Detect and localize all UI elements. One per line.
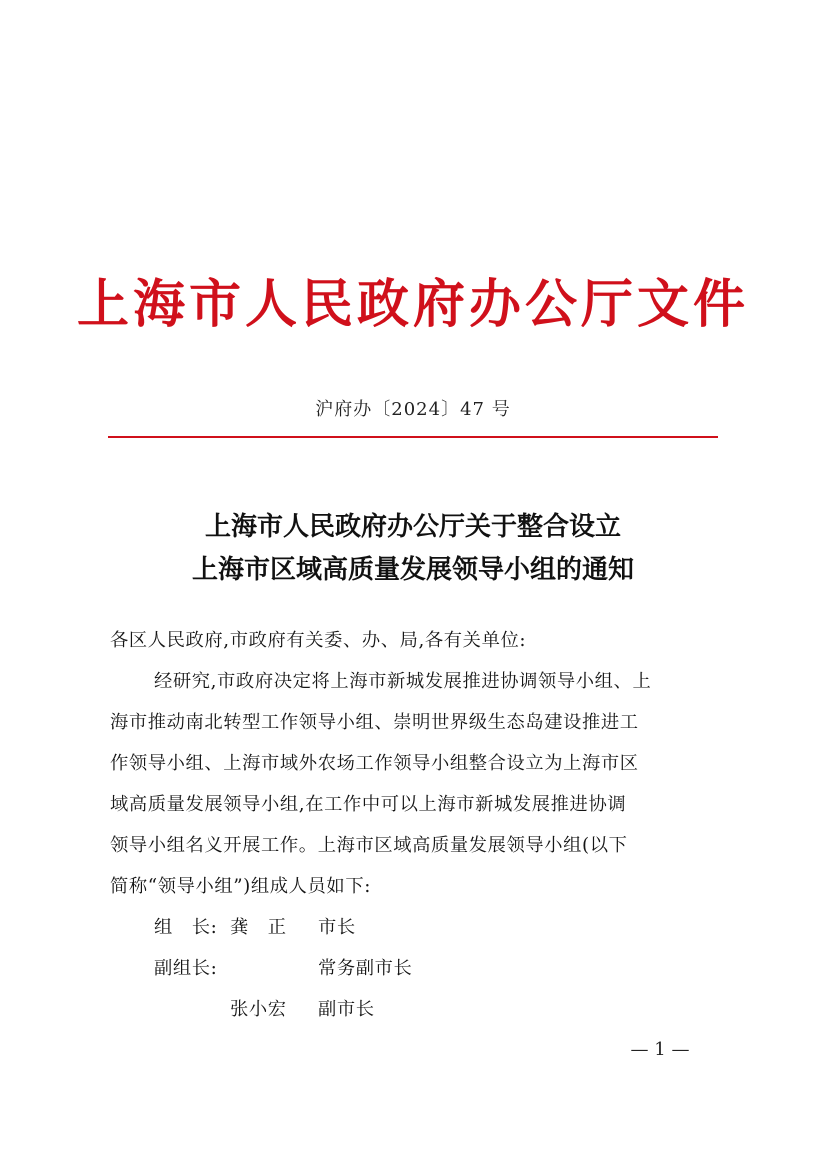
member-row-leader bbox=[110, 907, 718, 948]
paragraph-line: 域高质量发展领导小组,在工作中可以上海市新城发展推进协调 bbox=[110, 794, 627, 815]
paragraph-line: 经研究,市政府决定将上海市新城发展推进协调领导小组、上 bbox=[154, 671, 652, 692]
notice-title-line-2: 上海市区域高质量发展领导小组的通知 bbox=[191, 555, 634, 585]
red-divider-line bbox=[108, 436, 718, 438]
document-number: 沪府办〔2024〕47 号 bbox=[315, 399, 511, 420]
notice-title bbox=[0, 506, 826, 592]
paragraph-line: 简称“领导小组”)组成人员如下: bbox=[110, 876, 371, 897]
notice-title-line-1: 上海市人民政府办公厅关于整合设立 bbox=[204, 512, 621, 542]
document-body bbox=[110, 620, 718, 1030]
salutation: 各区人民政府,市政府有关委、办、局,各有关单位: bbox=[110, 630, 527, 651]
paragraph-line: 海市推动南北转型工作领导小组、崇明世界级生态岛建设推进工 bbox=[110, 712, 639, 733]
member-position: 常务副市长 bbox=[318, 958, 413, 979]
member-role: 组 长: bbox=[154, 917, 218, 938]
paragraph-line: 领导小组名义开展工作。上海市区域高质量发展领导小组(以下 bbox=[110, 835, 628, 856]
member-list bbox=[110, 907, 718, 1030]
member-name: 张小宏 bbox=[230, 999, 287, 1020]
main-paragraph bbox=[110, 661, 718, 907]
member-row-deputy bbox=[110, 948, 718, 989]
member-row-deputy-2 bbox=[110, 989, 718, 1030]
member-name: 龚 正 bbox=[230, 917, 287, 938]
member-position: 市长 bbox=[318, 917, 356, 938]
paragraph-line: 作领导小组、上海市域外农场工作领导小组整合设立为上海市区 bbox=[110, 753, 639, 774]
page-number: — 1 — bbox=[630, 1039, 690, 1060]
masthead-title: 上海市人民政府办公厅文件 bbox=[76, 274, 749, 335]
member-position: 副市长 bbox=[318, 999, 375, 1020]
member-role: 副组长: bbox=[154, 958, 218, 979]
